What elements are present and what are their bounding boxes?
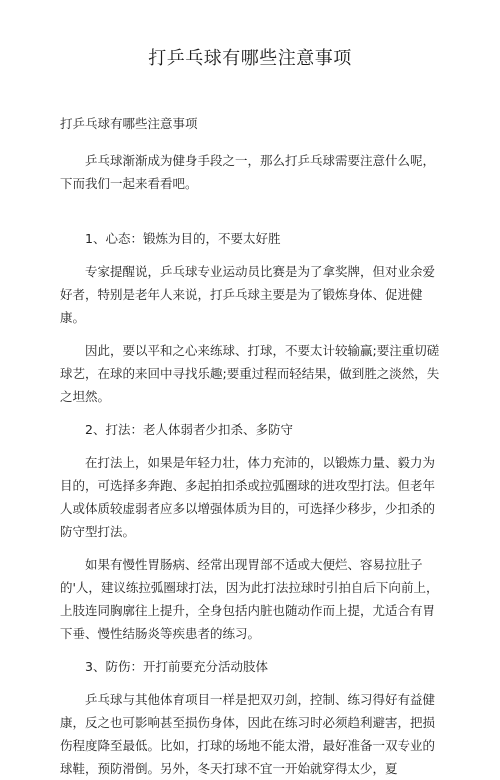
section-3-paragraph-1: 乒乓球与其他体育项目一样是把双刃剑，控制、练习得好有益健康，反之也可影响甚至损伤身体，因此在练习时必须趋利避害，把损伤程度降至最低。比如，打球的场地不能太滑，最好准备一双专业的球鞋，预防滑倒。另外，冬天打球不宜一开始就穿得太少，夏 — [60, 692, 436, 776]
subtitle: 打乒乓球有哪些注意事项 — [60, 116, 198, 131]
section-2-heading: 2、打法：老人体弱者少扣杀、多防守 — [85, 422, 293, 437]
document-title: 打乒乓球有哪些注意事项 — [148, 48, 352, 69]
section-2-paragraph-2: 如果有慢性胃肠病、经常出现胃部不适或大便烂、容易拉肚子的'人，建议练拉弧圈球打法，因为此打法拉球时引拍自后下向前上，上肢连同胸廓往上提升，全身包括内脏也随动作而上提，尤适合有胃下垂、慢性结肠炎等疾患者的练习。 — [60, 557, 439, 641]
section-1-heading: 1、心态：锻炼为目的，不要太好胜 — [85, 231, 281, 246]
section-1-paragraph-2: 因此，要以平和之心来练球、打球，不要太计较输赢;要注重切磋球艺，在球的来回中寻找乐趣;要重过程而轻结果，做到胜之淡然，失之坦然。 — [60, 343, 440, 404]
section-2-paragraph-1: 在打法上，如果是年轻力壮，体力充沛的，以锻炼力量、毅力为目的，可选择多奔跑、多起拍扣杀或拉弧圈球的进攻型打法。但老年人或体质较虚弱者应多以增强体质为目的，可选择少移步，少扣杀的防守型打法。 — [60, 455, 436, 539]
intro-paragraph: 乒乓球渐渐成为健身手段之一，那么打乒乓球需要注意什么呢，下而我们一起来看看吧。 — [60, 153, 436, 191]
section-1-paragraph-1: 专家提醒说，乒乓球专业运动员比赛是为了拿奖牌，但对业余爱好者，特别是老年人来说，打乒乓球主要是为了锻炼身体、促进健 康。 — [60, 264, 436, 325]
document-body — [60, 112, 440, 780]
section-3-heading: 3、防伤：开打前要充分活动肢体 — [85, 659, 268, 674]
